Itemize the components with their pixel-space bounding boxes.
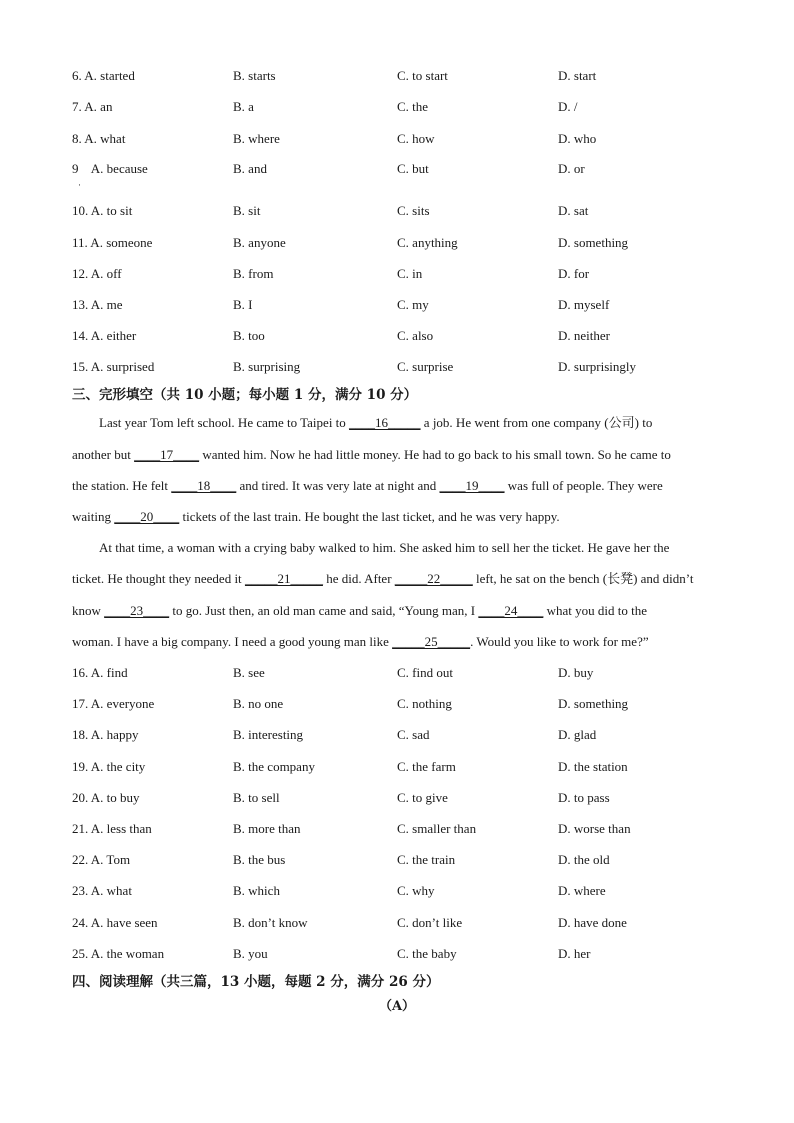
option-c: C. sad (397, 727, 430, 742)
question-row-24 (0, 913, 794, 933)
option-c: C. smaller than (397, 821, 477, 836)
blank-25: _____25_____ (392, 634, 471, 649)
option-a: 23. A. what (72, 883, 132, 898)
passage-a-label: （A） (378, 999, 416, 1014)
question-row-18 (0, 725, 794, 745)
question-row-22 (0, 850, 794, 870)
option-a: 19. A. the city (72, 759, 146, 774)
option-d: D. her (558, 946, 591, 961)
question-row-16 (0, 663, 794, 683)
option-b: B. see (233, 665, 265, 680)
option-c: C. but (397, 161, 429, 176)
question-row-9 (0, 159, 794, 179)
option-b: B. starts (233, 68, 276, 83)
question-row-14 (0, 326, 794, 346)
option-a: 6. A. started (72, 68, 135, 83)
blank-17: ____17____ (134, 447, 200, 462)
option-c: C. the (397, 99, 429, 114)
stray-mark: · (78, 180, 81, 190)
passage-text: another but (72, 447, 135, 462)
passage-text: left, he sat on the bench (长凳) and didn’t (472, 571, 694, 586)
option-b: B. where (233, 131, 280, 146)
blank-19: ____19____ (439, 478, 505, 493)
passage-text: wanted him. Now he had little money. He had to go back to his small town. So he came to (199, 447, 671, 462)
blank-20: ____20____ (114, 509, 180, 524)
option-d: D. for (558, 266, 590, 281)
option-d: D. neither (558, 328, 610, 343)
option-d: D. have done (558, 915, 627, 930)
option-a: 20. A. to buy (72, 790, 140, 805)
option-d: D. something (558, 696, 629, 711)
option-b: B. I (233, 297, 253, 312)
question-row-21 (0, 819, 794, 839)
option-d: D. the old (558, 852, 610, 867)
option-b: B. interesting (233, 727, 304, 742)
option-b: B. which (233, 883, 280, 898)
question-row-17 (0, 694, 794, 714)
passage-text: At that time, a woman with a crying baby walked to him. She asked him to sell her the ticket. He gave her the (99, 540, 670, 555)
option-a: 12. A. off (72, 266, 122, 281)
option-a: 10. A. to sit (72, 203, 133, 218)
passage-text: the station. He felt (72, 478, 172, 493)
blank-21: _____21_____ (244, 571, 323, 586)
option-b: B. you (233, 946, 268, 961)
question-row-25 (0, 944, 794, 964)
option-c: C. my (397, 297, 429, 312)
option-a: 14. A. either (72, 328, 137, 343)
section-heading-cloze: 三、完形填空（共 10 小题；每小题 1 分，满分 10 分） (72, 387, 418, 403)
option-a: 18. A. happy (72, 727, 139, 742)
option-a: 7. A. an (72, 99, 113, 114)
passage-line (72, 600, 732, 622)
option-d: D. or (558, 161, 585, 176)
option-d: D. / (558, 99, 578, 114)
option-a: 21. A. less than (72, 821, 152, 836)
option-c: C. surprise (397, 359, 454, 374)
option-b: B. sit (233, 203, 261, 218)
passage-line (99, 537, 759, 559)
option-a: 25. A. the woman (72, 946, 165, 961)
option-b: B. and (233, 161, 267, 176)
passage-text: he did. After (322, 571, 395, 586)
option-d: D. surprisingly (558, 359, 636, 374)
section-heading-reading: 四、阅读理解（共三篇，13 小题，每题 2 分，满分 26 分） (72, 974, 440, 990)
question-row-6 (0, 66, 794, 86)
option-c: C. nothing (397, 696, 452, 711)
option-d: D. worse than (558, 821, 631, 836)
option-b: B. surprising (233, 359, 301, 374)
passage-line (72, 475, 732, 497)
option-c: C. how (397, 131, 435, 146)
passage-line (99, 412, 759, 434)
blank-24: ____24____ (478, 603, 544, 618)
option-a: 24. A. have seen (72, 915, 158, 930)
option-c: C. find out (397, 665, 453, 680)
option-c: C. don’t like (397, 915, 463, 930)
question-row-15 (0, 357, 794, 377)
passage-text: woman. I have a big company. I need a good young man like (72, 634, 393, 649)
option-b: B. no one (233, 696, 284, 711)
option-a: 9 A. because (72, 161, 148, 176)
option-c: C. the train (397, 852, 456, 867)
question-row-10 (0, 201, 794, 221)
option-d: D. where (558, 883, 606, 898)
option-c: C. to give (397, 790, 448, 805)
passage-text: tickets of the last train. He bought the last ticket, and he was very happy. (179, 509, 560, 524)
option-d: D. something (558, 235, 629, 250)
question-row-13 (0, 295, 794, 315)
option-c: C. to start (397, 68, 448, 83)
passage-text: waiting (72, 509, 115, 524)
passage-text: was full of people. They were (504, 478, 663, 493)
question-row-12 (0, 264, 794, 284)
passage-line (72, 631, 732, 653)
option-a: 16. A. find (72, 665, 128, 680)
blank-16: ____16_____ (349, 415, 421, 430)
option-d: D. to pass (558, 790, 610, 805)
option-a: 22. A. Tom (72, 852, 131, 867)
passage-text: what you did to the (543, 603, 647, 618)
option-b: B. don’t know (233, 915, 308, 930)
option-d: D. sat (558, 203, 589, 218)
passage-text: Last year Tom left school. He came to Taipei to (99, 415, 350, 430)
passage-text: to go. Just then, an old man came and said, “Young man, I (169, 603, 479, 618)
question-row-23 (0, 881, 794, 901)
option-b: B. from (233, 266, 274, 281)
question-row-20 (0, 788, 794, 808)
option-b: B. a (233, 99, 254, 114)
passage-line (72, 444, 732, 466)
option-c: C. the baby (397, 946, 457, 961)
option-a: 8. A. what (72, 131, 126, 146)
passage-text: . Would you like to work for me?” (470, 634, 649, 649)
option-b: B. the bus (233, 852, 286, 867)
passage-line (72, 506, 732, 528)
option-b: B. to sell (233, 790, 280, 805)
passage-text: a job. He went from one company (公司) to (420, 415, 653, 430)
option-d: D. buy (558, 665, 594, 680)
option-b: B. too (233, 328, 265, 343)
passage-text: ticket. He thought they needed it (72, 571, 245, 586)
option-d: D. who (558, 131, 597, 146)
option-a: 13. A. me (72, 297, 123, 312)
option-d: D. the station (558, 759, 628, 774)
option-c: C. in (397, 266, 423, 281)
question-row-7 (0, 97, 794, 117)
question-row-11 (0, 233, 794, 253)
blank-22: _____22_____ (394, 571, 473, 586)
option-a: 11. A. someone (72, 235, 153, 250)
option-c: C. why (397, 883, 435, 898)
question-row-8 (0, 129, 794, 149)
blank-18: ____18____ (171, 478, 237, 493)
passage-text: know (72, 603, 105, 618)
passage-text: and tired. It was very late at night and (236, 478, 440, 493)
option-c: C. anything (397, 235, 458, 250)
option-b: B. the company (233, 759, 315, 774)
option-c: C. also (397, 328, 434, 343)
blank-23: ____23____ (104, 603, 170, 618)
passage-line (72, 568, 732, 590)
option-d: D. myself (558, 297, 610, 312)
option-d: D. glad (558, 727, 597, 742)
option-b: B. more than (233, 821, 301, 836)
option-c: C. the farm (397, 759, 456, 774)
option-d: D. start (558, 68, 597, 83)
option-b: B. anyone (233, 235, 286, 250)
option-a: 15. A. surprised (72, 359, 155, 374)
question-row-19 (0, 757, 794, 777)
option-c: C. sits (397, 203, 430, 218)
option-a: 17. A. everyone (72, 696, 155, 711)
